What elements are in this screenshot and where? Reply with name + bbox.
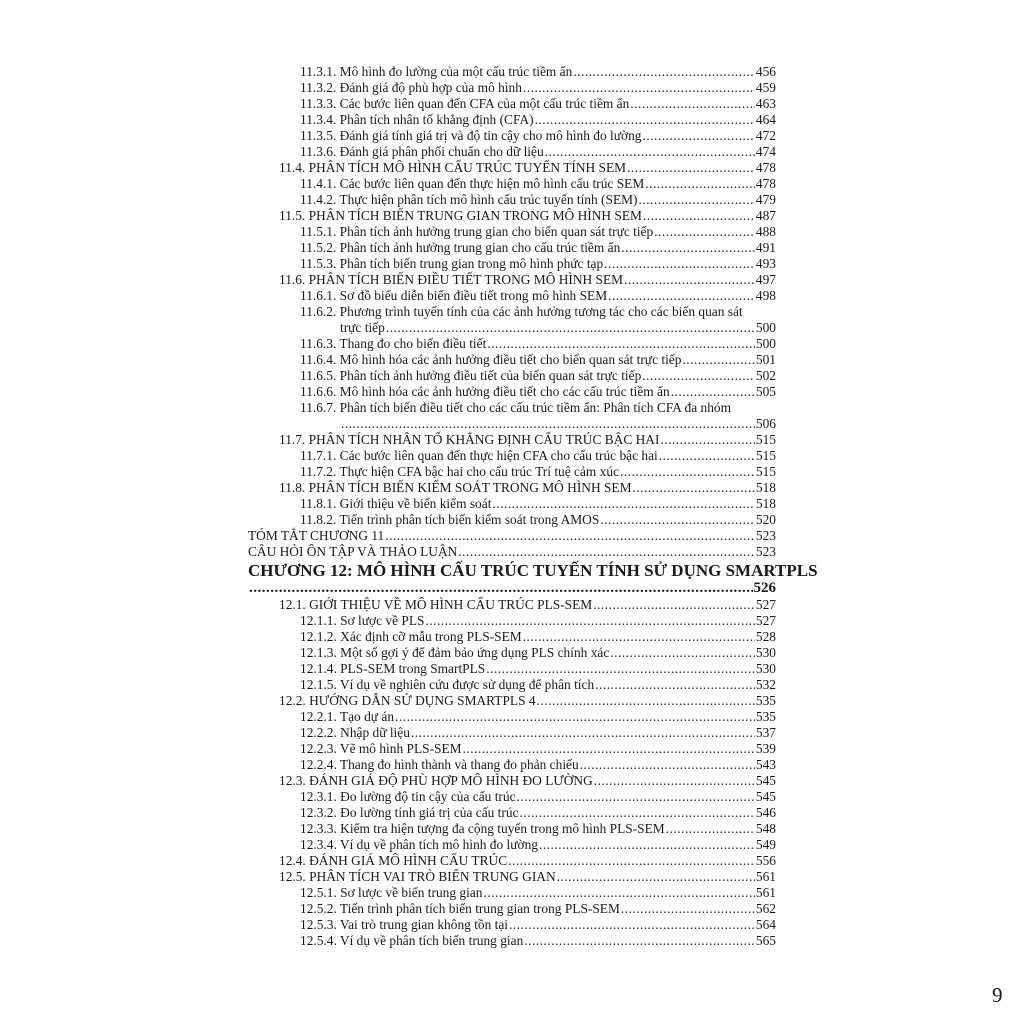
toc-entry-title: 11.7.2. Thực hiện CFA bậc hai cho cấu trúc Trí tuệ cảm xúc [300, 464, 620, 479]
toc-entry-page: 556 [755, 853, 776, 868]
toc-entry-title: 12.3.2. Đo lường tính giá trị của cấu trúc [300, 805, 519, 820]
toc-entry-title: 12.5.2. Tiến trình phân tích biến trung gian trong PLS-SEM [300, 901, 620, 916]
toc-entry-page: 493 [755, 256, 776, 271]
toc-entry[interactable] [248, 240, 776, 256]
toc-entry-page: 456 [755, 64, 776, 79]
toc-entry-title: 11.6.5. Phân tích ảnh hưởng điều tiết của biến quan sát trực tiếp [300, 368, 642, 383]
toc-entry[interactable] [248, 789, 776, 805]
toc-entry-title: 11.8. PHÂN TÍCH BIẾN KIỂM SOÁT TRONG MÔ HÌNH SEM [279, 480, 632, 495]
toc-entry-page: 520 [755, 512, 776, 527]
dot-leader [557, 869, 755, 885]
toc-entry[interactable] [248, 805, 776, 821]
toc-entry-page: 472 [755, 128, 776, 143]
toc-entry-page: 546 [755, 805, 776, 820]
toc-entry[interactable] [248, 613, 776, 629]
toc-entry-title: 12.1.5. Ví dụ về nghiên cứu được sử dụng để phân tích [300, 677, 595, 692]
dot-leader [483, 885, 754, 901]
toc-entry-title: 11.3.3. Các bước liên quan đến CFA của một cấu trúc tiềm ẩn [300, 96, 630, 111]
toc-entry-title: 11.3.2. Đánh giá độ phù hợp của mô hình [300, 80, 522, 95]
toc-entry-title: 11.4. PHÂN TÍCH MÔ HÌNH CẤU TRÚC TUYẾN TÍNH SEM [279, 160, 627, 175]
toc-entry-page: 518 [755, 480, 776, 495]
dot-leader [639, 192, 755, 208]
toc-entry-title: 11.3.5. Đánh giá tính giá trị và độ tin cậy cho mô hình đo lường [300, 128, 642, 143]
dot-leader [610, 645, 755, 661]
dot-leader [621, 240, 755, 256]
toc-entry[interactable] [248, 384, 776, 400]
dot-leader [660, 432, 755, 448]
toc-entry[interactable] [248, 480, 776, 496]
toc-entry[interactable] [248, 144, 776, 160]
toc-entry-page: 515 [755, 448, 776, 463]
toc-entry-title: 11.3.6. Đánh giá phân phối chuẩn cho dữ liệu [300, 144, 544, 159]
dot-leader [508, 853, 755, 869]
toc-entry-title: 11.6. PHÂN TÍCH BIẾN ĐIỀU TIẾT TRONG MÔ HÌNH SEM [279, 272, 624, 287]
toc-entry-page: 500 [755, 320, 776, 335]
toc-entry-page: 523 [755, 544, 776, 559]
toc-entry[interactable] [248, 432, 776, 448]
toc-entry-page: 478 [755, 160, 776, 175]
toc-entry[interactable] [248, 160, 776, 176]
toc-entry-title: 12.2.2. Nhập dữ liệu [300, 725, 410, 740]
dot-leader [517, 789, 755, 805]
toc-entry-title: 12.4. ĐÁNH GIÁ MÔ HÌNH CẤU TRÚC [279, 853, 508, 868]
dot-leader [643, 208, 755, 224]
dot-leader [395, 709, 755, 725]
toc-chapter-heading[interactable] [248, 561, 818, 580]
toc-entry-page: 491 [755, 240, 776, 255]
toc-entry[interactable] [248, 645, 776, 661]
toc-entry[interactable] [248, 528, 776, 544]
dot-leader [539, 837, 755, 853]
toc-entry-page: 500 [755, 336, 776, 351]
toc-entry[interactable] [248, 336, 776, 352]
dot-leader [593, 597, 755, 613]
toc-entry[interactable] [248, 741, 776, 757]
toc-entry-page: 565 [755, 933, 776, 948]
toc-entry-title: 12.5.4. Ví dụ về phân tích biến trung gian [300, 933, 524, 948]
toc-entry-title: CHƯƠNG 12: MÔ HÌNH CẤU TRÚC TUYẾN TÍNH SỬ DỤNG SMARTPLS [248, 561, 818, 580]
toc-entry-page: 545 [755, 789, 776, 804]
toc-entry[interactable] [248, 821, 776, 837]
toc-entry-title: 12.3.3. Kiểm tra hiện tượng đa cộng tuyến trong mô hình PLS-SEM [300, 821, 665, 836]
dot-leader [620, 464, 755, 480]
toc-entry[interactable] [248, 368, 776, 384]
toc-entry-title: 12.3. ĐÁNH GIÁ ĐỘ PHÙ HỢP MÔ HÌNH ĐO LƯỜNG [279, 773, 593, 788]
toc-entry-page: 562 [755, 901, 776, 916]
toc-entry-page: 535 [755, 693, 776, 708]
toc-entry-title: 11.5.3. Phân tích biến trung gian trong mô hình phức tạp [300, 256, 604, 271]
toc-entry-title: 11.6.2. Phương trình tuyến tính của các ảnh hưởng tương tác cho các biến quan sát [300, 304, 743, 319]
toc-entry[interactable] [248, 288, 776, 304]
toc-entry-page: 523 [755, 528, 776, 543]
toc-entry-page: 527 [755, 597, 776, 612]
dot-leader [341, 416, 755, 432]
toc-entry-title: 12.1.4. PLS-SEM trong SmartPLS [300, 661, 486, 676]
toc-entry-title: TÓM TẮT CHƯƠNG 11 [248, 528, 385, 543]
toc-entry[interactable] [248, 208, 776, 224]
toc-entry-title: 11.6.7. Phân tích biến điều tiết cho các cấu trúc tiềm ẩn: Phân tích CFA đa nhóm [300, 400, 732, 415]
toc-entry-title: 12.2.3. Vẽ mô hình PLS-SEM [300, 741, 462, 756]
dot-leader [386, 320, 755, 336]
toc-entry[interactable] [248, 304, 776, 320]
toc-entry[interactable] [248, 112, 776, 128]
dot-leader [608, 288, 755, 304]
toc-entry-page: 561 [755, 885, 776, 900]
toc-entry-page: 530 [755, 661, 776, 676]
dot-leader [523, 80, 755, 96]
dot-leader [385, 528, 755, 544]
toc-entry[interactable] [248, 725, 776, 741]
toc-entry-title: 11.5.2. Phân tích ảnh hưởng trung gian cho cấu trúc tiềm ẩn [300, 240, 621, 255]
toc-entry-title: 12.2.1. Tạo dự án [300, 709, 395, 724]
toc-entry-page: 543 [755, 757, 776, 772]
dot-leader [545, 144, 755, 160]
dot-leader [659, 448, 755, 464]
toc-entry[interactable] [248, 837, 776, 853]
toc-entry-title: 11.6.3. Thang đo cho biến điều tiết [300, 336, 487, 351]
toc-entry[interactable] [248, 901, 776, 917]
toc-entry-page: 548 [755, 821, 776, 836]
toc-entry-title: 12.5.3. Vai trò trung gian không tồn tại [300, 917, 509, 932]
toc-entry[interactable] [248, 448, 776, 464]
toc-entry-title-continued: trực tiếp [340, 320, 385, 335]
dot-leader [594, 773, 755, 789]
toc-entry[interactable] [248, 272, 776, 288]
toc-entry-page: 501 [755, 352, 776, 367]
dot-leader [573, 64, 755, 80]
toc-entry-page: 479 [755, 192, 776, 207]
toc-entry-title: 11.7.1. Các bước liên quan đến thực hiện CFA cho cấu trúc bậc hai [300, 448, 658, 463]
toc-entry[interactable] [248, 352, 776, 368]
toc-entry-title: 12.5.1. Sơ lược về biến trung gian [300, 885, 483, 900]
toc-entry[interactable] [248, 885, 776, 901]
toc-entry-title: 12.5. PHÂN TÍCH VAI TRÒ BIẾN TRUNG GIAN [279, 869, 556, 884]
dot-leader [463, 741, 755, 757]
toc-entry[interactable] [248, 128, 776, 144]
toc-entry[interactable] [248, 661, 776, 677]
dot-leader [633, 480, 755, 496]
toc-entry-page: 497 [755, 272, 776, 287]
toc-entry[interactable] [248, 853, 776, 869]
dot-leader [509, 917, 755, 933]
toc-entry[interactable] [248, 464, 776, 480]
dot-leader [642, 368, 755, 384]
toc-entry-page: 464 [755, 112, 776, 127]
dot-leader [600, 512, 755, 528]
toc-entry-page: 505 [755, 384, 776, 399]
toc-entry-title: 11.3.1. Mô hình đo lường của một cấu trúc tiềm ẩn [300, 64, 573, 79]
toc-entry-page: 539 [755, 741, 776, 756]
toc-entry[interactable] [248, 773, 776, 789]
page-number: 9 [992, 983, 1003, 1007]
toc-entry-title: 11.4.1. Các bước liên quan đến thực hiện mô hình cấu trúc SEM [300, 176, 645, 191]
toc-entry-title: 11.8.1. Giới thiệu về biến kiểm soát [300, 496, 492, 511]
dot-leader [249, 580, 753, 597]
toc-entry-page: 488 [755, 224, 776, 239]
dot-leader [537, 693, 755, 709]
dot-leader [604, 256, 755, 272]
toc-entry-page: 549 [755, 837, 776, 852]
toc-entry[interactable] [248, 629, 776, 645]
toc-entry-title: 11.6.4. Mô hình hóa các ảnh hưởng điều tiết cho biến quan sát trực tiếp [300, 352, 682, 367]
toc-entry[interactable] [248, 757, 776, 773]
dot-leader [425, 613, 754, 629]
dot-leader [492, 496, 754, 512]
table-of-contents [248, 64, 818, 949]
toc-entry[interactable] [248, 544, 776, 560]
toc-entry-continuation[interactable] [248, 320, 776, 336]
toc-entry-title: 12.3.4. Ví dụ về phân tích mô hình đo lường [300, 837, 538, 852]
toc-entry-page: 532 [755, 677, 776, 692]
toc-entry[interactable] [248, 512, 776, 528]
toc-entry-title: 11.6.1. Sơ đồ biểu diễn biến điều tiết trong mô hình SEM [300, 288, 608, 303]
toc-entry[interactable] [248, 224, 776, 240]
toc-entry-title: 11.8.2. Tiến trình phân tích biến kiểm soát trong AMOS [300, 512, 600, 527]
toc-entry[interactable] [248, 96, 776, 112]
dot-leader [411, 725, 755, 741]
dot-leader [595, 677, 755, 693]
toc-entry-continuation[interactable] [248, 416, 776, 432]
toc-entry[interactable] [248, 709, 776, 725]
dot-leader [621, 901, 755, 917]
toc-entry-title: 12.1. GIỚI THIỆU VỀ MÔ HÌNH CẤU TRÚC PLS-SEM [279, 597, 593, 612]
toc-entry-page: 537 [755, 725, 776, 740]
toc-entry-page: 535 [755, 709, 776, 724]
dot-leader [486, 661, 755, 677]
dot-leader [458, 544, 755, 560]
toc-entry-page: 564 [755, 917, 776, 932]
toc-entry-page: 515 [755, 464, 776, 479]
toc-entry[interactable] [248, 496, 776, 512]
toc-entry[interactable] [248, 192, 776, 208]
toc-entry-page: 498 [755, 288, 776, 303]
toc-entry[interactable] [248, 869, 776, 885]
toc-entry[interactable] [248, 64, 776, 80]
dot-leader [643, 128, 755, 144]
dot-leader [654, 224, 755, 240]
toc-entry-page: 561 [755, 869, 776, 884]
toc-entry-page: 527 [755, 613, 776, 628]
toc-entry-title: 12.1.2. Xác định cỡ mẫu trong PLS-SEM [300, 629, 522, 644]
dot-leader [580, 757, 755, 773]
dot-leader [645, 176, 755, 192]
dot-leader [624, 272, 755, 288]
dot-leader [535, 112, 755, 128]
toc-entry-page: 463 [755, 96, 776, 111]
toc-entry[interactable] [248, 693, 776, 709]
dot-leader [682, 352, 754, 368]
toc-entry-page: 518 [755, 496, 776, 511]
dot-leader [523, 629, 755, 645]
toc-entry-title: 11.4.2. Thực hiện phân tích mô hình cấu trúc tuyến tính (SEM) [300, 192, 638, 207]
toc-entry-continuation[interactable] [248, 580, 776, 597]
toc-entry-page: 528 [755, 629, 776, 644]
toc-entry[interactable] [248, 80, 776, 96]
toc-entry-title: 11.5. PHÂN TÍCH BIẾN TRUNG GIAN TRONG MÔ HÌNH SEM [279, 208, 642, 223]
toc-entry-title: 12.3.1. Đo lường độ tin cậy của cấu trúc [300, 789, 516, 804]
toc-entry[interactable] [248, 176, 776, 192]
toc-entry[interactable] [248, 917, 776, 933]
toc-entry-page: 502 [755, 368, 776, 383]
toc-entry[interactable] [248, 677, 776, 693]
dot-leader [520, 805, 755, 821]
dot-leader [524, 933, 755, 949]
dot-leader [627, 160, 755, 176]
toc-entry-title: 11.7. PHÂN TÍCH NHÂN TỐ KHẲNG ĐỊNH CẤU TRÚC BẬC HAI [279, 432, 660, 447]
toc-entry-page: 487 [755, 208, 776, 223]
toc-entry-title: 12.2.4. Thang đo hình thành và thang đo phản chiếu [300, 757, 579, 772]
dot-leader [630, 96, 755, 112]
toc-entry[interactable] [248, 933, 776, 949]
toc-entry[interactable] [248, 256, 776, 272]
dot-leader [487, 336, 755, 352]
dot-leader [666, 821, 755, 837]
dot-leader [671, 384, 755, 400]
toc-entry-title: 12.1.1. Sơ lược về PLS [300, 613, 425, 628]
toc-entry-page: 474 [755, 144, 776, 159]
toc-entry-title: 11.6.6. Mô hình hóa các ảnh hưởng điều tiết cho các cấu trúc tiềm ẩn [300, 384, 670, 399]
toc-entry-title: 12.2. HƯỚNG DẪN SỬ DỤNG SMARTPLS 4 [279, 693, 536, 708]
toc-entry-page: 526 [753, 580, 776, 596]
toc-entry-title: 12.1.3. Một số gợi ý để đảm bảo ứng dụng PLS chính xác [300, 645, 610, 660]
toc-entry-title: 11.3.4. Phân tích nhân tố khẳng định (CFA) [300, 112, 534, 127]
toc-entry-page: 515 [755, 432, 776, 447]
toc-entry[interactable] [248, 597, 776, 613]
toc-entry-page: 478 [755, 176, 776, 191]
toc-entry-page: 545 [755, 773, 776, 788]
toc-entry-page: 530 [755, 645, 776, 660]
toc-entry[interactable] [248, 400, 776, 416]
toc-entry-title: 11.5.1. Phân tích ảnh hưởng trung gian cho biến quan sát trực tiếp [300, 224, 654, 239]
toc-entry-page: 459 [755, 80, 776, 95]
toc-entry-page: 506 [755, 416, 776, 431]
toc-entry-title: CÂU HỎI ÔN TẬP VÀ THẢO LUẬN [248, 544, 458, 559]
